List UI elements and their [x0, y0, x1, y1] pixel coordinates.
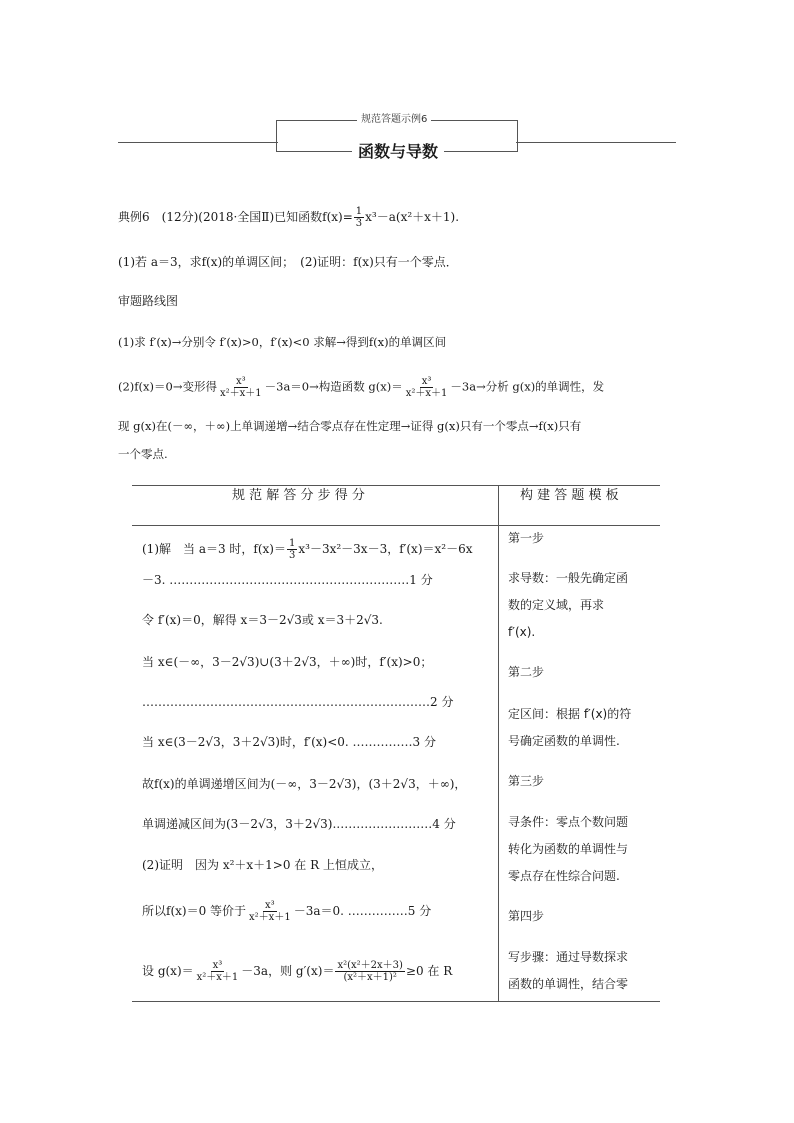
solution-line-3: 令 f′(x)＝0，解得 x＝3－2√3或 x＝3＋2√3. — [142, 613, 383, 627]
solution-line-7: 故f(x)的单调递增区间为(－∞，3－2√3)，(3＋2√3，＋∞)， — [142, 777, 467, 791]
table-header-right: 构 建 答 题 模 板 — [520, 488, 619, 503]
template-step-1-text-2: 数的定义域，再求 — [508, 598, 605, 612]
roadmap-p2-line2: 现 g(x)在(－∞，＋∞)上单调递增→结合零点存在性定理→证得 g(x)只有一个零点→f(x)只有 — [118, 419, 582, 433]
solution-line-11: 设 g(x)＝ $\frac{\text{x³}}{\text{x²＋x＋1}}$ －3a，则 g′(x)＝ $\frac{\text{x²(x²＋2x＋3)}}{\text{(x²＋x＋1)²}}$ ≥0 在 R — [142, 960, 453, 983]
roadmap-p2-line1: (2)f(x)＝0→变形得 $\frac{\text{x³}}{\text{x²＋x＋1}}$ －3a＝0→构造函数 g(x)＝ $\frac{\text{x³}}{\text{x²＋x＋1}}$ －3a→分析 g(x)的单调性，发 — [118, 376, 605, 399]
problem-line-2: (1)若 a＝3，求f(x)的单调区间； (2)证明：f(x)只有一个零点． — [118, 255, 458, 269]
template-step-3: 第三步 — [508, 774, 545, 788]
template-step-4-text-2: 函数的单调性，结合零 — [508, 977, 629, 991]
solution-line-10: 所以f(x)＝0 等价于 $\frac{\text{x³}}{\text{x²＋x＋1}}$ －3a＝0. ……………5 分 — [142, 900, 432, 923]
solution-line-9: (2)证明 因为 x²＋x＋1>0 在 R 上恒成立， — [142, 858, 383, 872]
template-step-2-text-2: 号确定函数的单调性. — [508, 734, 620, 748]
page-title: 函数与导数 — [352, 142, 444, 162]
problem-line-1: 典例6 (12分)(2018·全国Ⅱ)已知函数f(x)= $\frac{1}{3}$ x³－a(x²＋x＋1). — [118, 206, 460, 229]
template-step-1-text-3: f′(x). — [508, 625, 536, 639]
header-subtitle: 规范答题示例6 — [357, 112, 431, 128]
template-step-4-text-1: 写步骤：通过导数探求 — [508, 950, 629, 964]
roadmap-p1: (1)求 f′(x)→分别令 f′(x)>0，f′(x)<0 求解→得到f(x)的单调区间 — [118, 335, 447, 349]
roadmap-p2-line3: 一个零点. — [118, 447, 168, 461]
template-step-3-text-1: 寻条件：零点个数问题 — [508, 815, 629, 829]
solution-line-5: ………………………………………………………………2 分 — [142, 695, 454, 709]
template-step-1-text-1: 求导数：一般先确定函 — [508, 571, 629, 585]
solution-line-1: (1)解 当 a＝3 时，f(x)＝ $\frac{1}{3}$ x³－3x²－3x－3，f′(x)＝x²－6x — [142, 538, 473, 561]
solution-line-2: －3. ……………………………………………………1 分 — [142, 573, 433, 587]
template-step-1: 第一步 — [508, 531, 545, 545]
template-step-4: 第四步 — [508, 909, 545, 923]
solution-line-8: 单调递减区间为(3－2√3，3＋2√3).……………………4 分 — [142, 817, 456, 831]
template-step-3-text-2: 转化为函数的单调性与 — [508, 842, 629, 856]
roadmap-heading: 审题路线图 — [118, 294, 179, 308]
template-step-2: 第二步 — [508, 665, 545, 679]
solution-line-6: 当 x∈(3－2√3，3＋2√3)时，f′(x)<0. ……………3 分 — [142, 735, 436, 749]
template-step-2-text-1: 定区间：根据 f′(x)的符 — [508, 707, 632, 721]
template-step-3-text-3: 零点存在性综合问题. — [508, 869, 620, 883]
solution-line-4: 当 x∈(－∞，3－2√3)∪(3＋2√3，＋∞)时，f′(x)>0； — [142, 655, 433, 669]
table-header-left: 规 范 解 答 分 步 得 分 — [232, 488, 365, 503]
